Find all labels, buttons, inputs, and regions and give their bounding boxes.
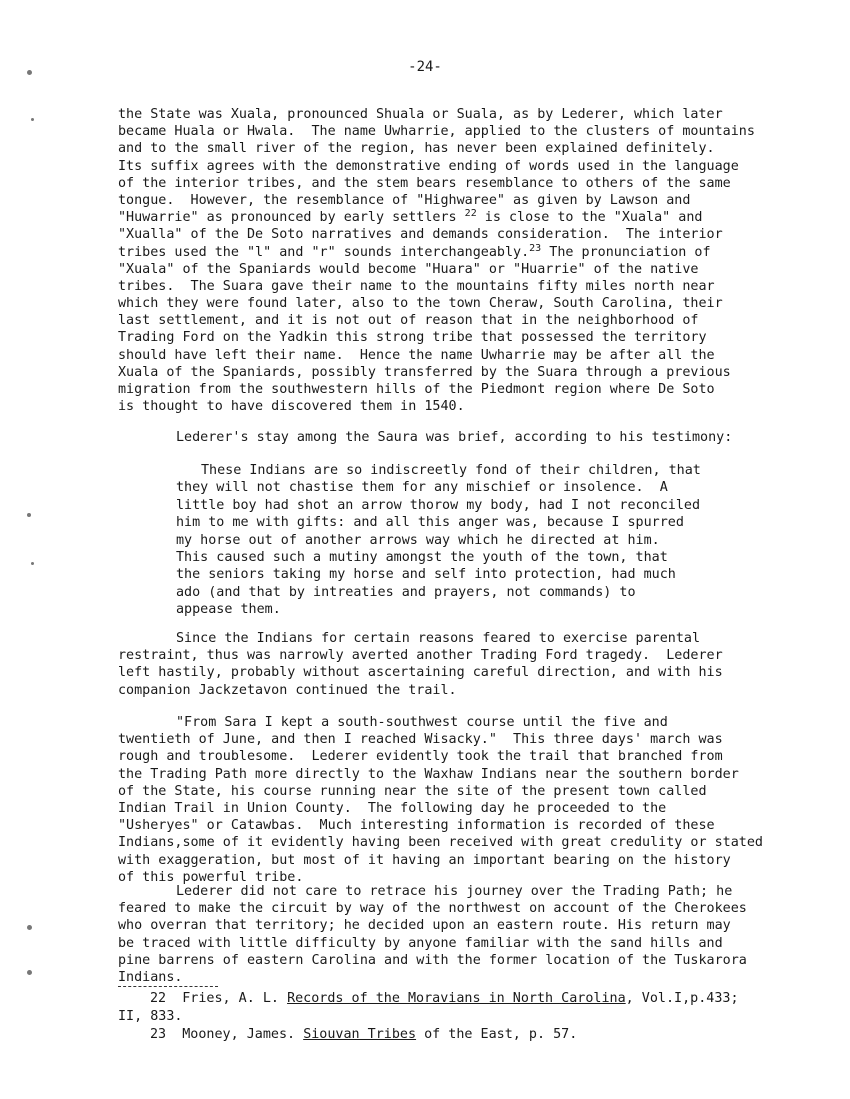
text-fragment: "Huwarrie" as pronounced by early settlers xyxy=(118,210,465,226)
text-line: "Usheryes" or Catawbas. Much interesting information is recorded of these xyxy=(118,818,715,834)
text-line: Lederer did not care to retrace his journey over the Trading Path; he xyxy=(176,884,733,899)
text-line: "Xuala" of the Spaniards would become "Huara" or "Huarrie" of the native xyxy=(118,261,699,277)
footnote-detail: of the East, p. 57. xyxy=(416,1027,578,1042)
text-line: be traced with little difficulty by anyone familiar with the sand hills and xyxy=(118,935,723,951)
quote-line: they will not chastise them for any mischief or insolence. A xyxy=(176,480,668,496)
quote-line: my horse out of another arrows way which he directed at him. xyxy=(176,532,660,548)
quote-line: him to me with gifts: and all this anger was, because I spurred xyxy=(176,515,684,531)
scan-speck xyxy=(27,970,32,975)
footnote-title: Siouvan Tribes xyxy=(303,1027,417,1042)
scan-speck xyxy=(27,513,31,517)
footnote-23 xyxy=(118,1026,798,1044)
text-line: Indian Trail in Union County. The following day he proceeded to the xyxy=(118,800,667,816)
text-line: companion Jackzetavon continued the trail. xyxy=(118,682,457,698)
text-line: Trading Ford on the Yadkin this strong tribe that possessed the territory xyxy=(118,330,707,346)
text-line: Indians. xyxy=(118,969,183,985)
text-line: left hastily, probably without ascertaining careful direction, and with his xyxy=(118,665,723,681)
scan-speck xyxy=(27,925,32,930)
text-line: became Huala or Hwala. The name Uwharrie, applied to the clusters of mountains xyxy=(118,124,755,140)
paragraph-restraint xyxy=(118,630,798,699)
footnote-number: 22 xyxy=(150,991,167,1006)
text-line: twentieth of June, and then I reached Wisacky." This three days' march was xyxy=(118,732,723,748)
quote-line: appease them. xyxy=(176,602,281,618)
page-number: -24- xyxy=(408,59,442,75)
footnotes xyxy=(118,990,798,1044)
text-line: Its suffix agrees with the demonstrative ending of words used in the language xyxy=(118,158,739,174)
text-line: the Trading Path more directly to the Waxhaw Indians near the southern border xyxy=(118,766,739,782)
text-line: restraint, thus was narrowly averted another Trading Ford tragedy. Lederer xyxy=(118,648,723,664)
text-fragment: tribes used the "l" and "r" sounds interchangeably. xyxy=(118,244,530,260)
footnote-ref-22: 22 xyxy=(464,208,477,220)
text-line-footnote-22 xyxy=(118,209,798,226)
text-line: Since the Indians for certain reasons feared to exercise parental xyxy=(176,631,701,646)
text-line: the State was Xuala, pronounced Shuala or Suala, as by Lederer, which later xyxy=(118,107,723,122)
text-line: is thought to have discovered them in 1540. xyxy=(118,399,465,415)
text-line: Indians,some of it evidently having been received with great credulity or stated xyxy=(118,835,763,851)
text-line: of the interior tribes, and the stem bears resemblance to others of the same xyxy=(118,175,731,191)
text-line: of this powerful tribe. xyxy=(118,869,304,885)
footnote-author: Fries, A. L. xyxy=(182,991,279,1006)
text-line: tongue. However, the resemblance of "Highwaree" as given by Lawson and xyxy=(118,192,691,208)
paragraph-return xyxy=(118,883,798,986)
scan-speck xyxy=(31,118,34,121)
footnote-title: Records of the Moravians in North Carolina xyxy=(287,991,626,1006)
scan-speck xyxy=(31,562,34,565)
paragraph-wisacky xyxy=(118,714,798,886)
paragraph-intro-quote xyxy=(176,429,850,446)
quote-line: the seniors taking my horse and self into protection, had much xyxy=(176,567,676,583)
quote-line: These Indians are so indiscreetly fond of their children, that xyxy=(201,463,701,478)
quote-line: little boy had shot an arrow thorow my body, had I not reconciled xyxy=(176,497,701,513)
text-line: pine barrens of eastern Carolina and with the former location of the Tuskarora xyxy=(118,952,747,968)
footnote-author: Mooney, James. xyxy=(182,1027,296,1042)
footnote-22-continuation: II, 833. xyxy=(118,1009,183,1024)
footnote-22 xyxy=(118,990,798,1008)
text-line: and to the small river of the region, has never been explained definitely. xyxy=(118,141,715,157)
text-line: who overran that territory; he decided upon an eastern route. His return may xyxy=(118,918,731,934)
text-line-footnote-23 xyxy=(118,244,798,261)
footnote-detail: , Vol.I,p.433; xyxy=(625,991,739,1006)
quote-line: This caused such a mutiny amongst the youth of the town, that xyxy=(176,549,668,565)
text-line: tribes. The Suara gave their name to the mountains fifty miles north near xyxy=(118,278,715,294)
quote-line: ado (and that by intreaties and prayers, not commands) to xyxy=(176,584,636,600)
text-line: of the State, his course running near the site of the present town called xyxy=(118,783,707,799)
text-fragment: The pronunciation of xyxy=(541,244,711,260)
text-line: which they were found later, also to the town Cheraw, South Carolina, their xyxy=(118,296,723,312)
text-line: feared to make the circuit by way of the northwest on account of the Cherokees xyxy=(118,901,747,917)
text-line: should have left their name. Hence the name Uwharrie may be after all the xyxy=(118,347,715,363)
text-line: rough and troublesome. Lederer evidently took the trail that branched from xyxy=(118,749,723,765)
scan-speck xyxy=(27,70,32,75)
text-line: Lederer's stay among the Saura was brief, according to his testimony: xyxy=(176,430,733,445)
block-quote xyxy=(176,462,776,619)
footnote-number: 23 xyxy=(150,1027,167,1042)
footnote-ref-23: 23 xyxy=(529,242,542,254)
text-line: "Xualla" of the De Soto narratives and demands consideration. The interior xyxy=(118,227,723,243)
footnote-rule xyxy=(118,986,218,987)
text-line: Xuala of the Spaniards, possibly transferred by the Suara through a previous xyxy=(118,364,731,380)
text-line: with exaggeration, but most of it having an important bearing on the history xyxy=(118,852,731,868)
text-line: "From Sara I kept a south-southwest course until the five and xyxy=(176,715,668,730)
text-line: migration from the southwestern hills of the Piedmont region where De Soto xyxy=(118,382,715,397)
text-line: last settlement, and it is not out of reason that in the neighborhood of xyxy=(118,313,699,329)
paragraph-xuala xyxy=(118,106,798,415)
text-fragment: is close to the "Xuala" and xyxy=(476,210,703,226)
